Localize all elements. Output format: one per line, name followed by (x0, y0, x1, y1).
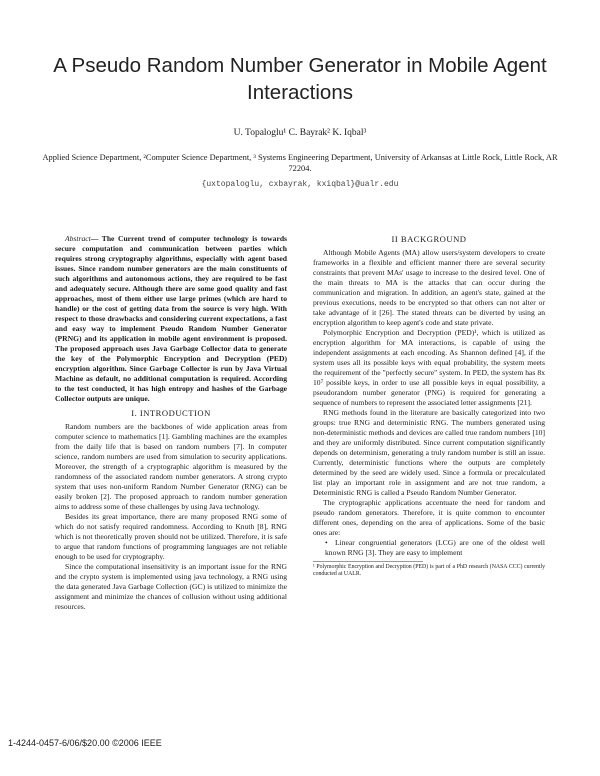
copyright-footer: 1-4244-0457-6/06/$20.00 ©2006 IEEE (8, 738, 162, 748)
paragraph: Polymorphic Encryption and Decryption (PED)¹, which is utilized as encryption algorithm for MA interactions, is capable of using the independent assignments at each encoding. As Shannon defined [4], if the system uses all its possible keys with equal probability, the system meets the requirement of the "perfectly secure" system. In PED, the system has 8x 10⁷ possible keys, in order to use all possible keys in equal possibility, a pseudorandom number generator (PNG) is required for generating a sequence of numbers to represent the associated letter assignments [21]. (313, 328, 545, 407)
affiliations: Applied Science Department, ²Computer Science Department, ³ Systems Engineering Department, University of Arkansas at Little Rock, Little Rock, AR 72204. (42, 153, 558, 173)
left-column (55, 234, 287, 612)
section-heading-background: II BACKGROUND (391, 234, 467, 244)
paragraph: RNG methods found in the literature are basically categorized into two groups: true RNG and deterministic RNG. The numbers generated using non-deterministic methods and devices are called true random numbers [10] and they are uniformly distributed. Since current computation significantly depends on determinism, generating a truly random number is still an issue. Currently, deterministic functions where the outputs are completely determined by the seed are widely used. Since a formula or precalculated list play an important role in assignment and are not true random, a Deterministic RNG is called a Pseudo Random Number Generator. (313, 408, 545, 497)
footnote (313, 561, 545, 578)
paragraph: Since the computational insensitivity is an important issue for the RNG and the crypto system is implemented using java technology, a RNG using the data generated Java Garbage Collection (GC) is utilized to minimize the assignment and minimize the chances of collusion without using additional resources. (55, 562, 287, 611)
author-list: U. Topaloglu¹ C. Bayrak² K. Iqbal³ (233, 128, 367, 138)
bullet-item: • Linear congruential generators (LCG) are one of the oldest well known RNG [3]. They are easy to implement (313, 538, 545, 558)
right-column (313, 234, 545, 578)
section-heading-introduction: I. INTRODUCTION (131, 408, 211, 418)
paper-title: A Pseudo Random Number Generator in Mobile Agent Interactions (53, 54, 547, 104)
abstract-label: Abstract (65, 234, 91, 243)
author-emails: {uxtopaloglu, cxbayrak, kxiqbal}@ualr.edu (201, 180, 399, 189)
abstract (55, 234, 287, 404)
footnote-text: ¹ Polymorphic Encryption and Decryption (PED) is part of a PhD research (NASA CCC) currently conducted at UALR. (313, 564, 545, 577)
paragraph: Random numbers are the backbones of wide application areas from computer science to mathematics [1]. Gambling machines are the examples from the daily life that is based on random numbers [7]. In computer science, random numbers are used from simulation to security applications. Moreover, the strength of a cryptographic algorithm is measured by the randomness of the associated random number generators. A strong crypto system that uses non-uniform Random Number Generator (RNG) can be easily broken [2]. The proposed approach to random number generation aims to address some of these challenges by using Java technology. (55, 422, 287, 511)
paragraph: Besides its great importance, there are many proposed RNG some of which do not satisfy required randomness. According to Knuth [8], RNG which is not theoretically proven should not be utilized. Therefore, it is safe to argue that random functions of programming languages are not reliable enough to be used for cryptography. (55, 512, 287, 561)
paragraph: The cryptographic applications accentuate the need for random and pseudo random generators. Therefore, it is quite common to encounter different ones, depending on the area of applications. Some of the basic ones are: (313, 498, 545, 537)
paragraph: Although Mobile Agents (MA) allow users/system developers to create frameworks in a flexible and efficient manner there are several security constraints that prevent MAs' usage to increase to the desired level. One of the main threats to MA is the attacks that can occur during the communication and migration. In addition, an agent's state, gained at the previous executions, needs to be encrypted so that others can not alter or take advantage of it [26]. The stated threats can be diverted by using an encryption algorithm to keep agent's code and state private. (313, 248, 545, 327)
abstract-text: — The Current trend of computer technology is towards secure computation and communication between parties which requires strong cryptography algorithms, especially with agent based issues. Since random number generators are the main constituents of such algorithms and autonomous actions, they are required to be fast and adequately secure. Although there are some good quality and fast approaches, most of them either use large primes (which are hard to handle) or the cost of getting data from the source is very high. With respect to those drawbacks and considering current expectations, a fast and easy way to implement Pseudo Random Number Generator (PRNG) and its application in mobile agent environment is proposed. The proposed approach uses Java Garbage Collector data to generate the key of the Polymorphic Encryption and Decryption (PED) encryption algorithm. Since Garbage Collector is run by Java Virtual Machine as default, no additional computation is required. According to the test conducted, it has high entropy and hashes of the Garbage Collector outputs are unique. (55, 234, 287, 403)
